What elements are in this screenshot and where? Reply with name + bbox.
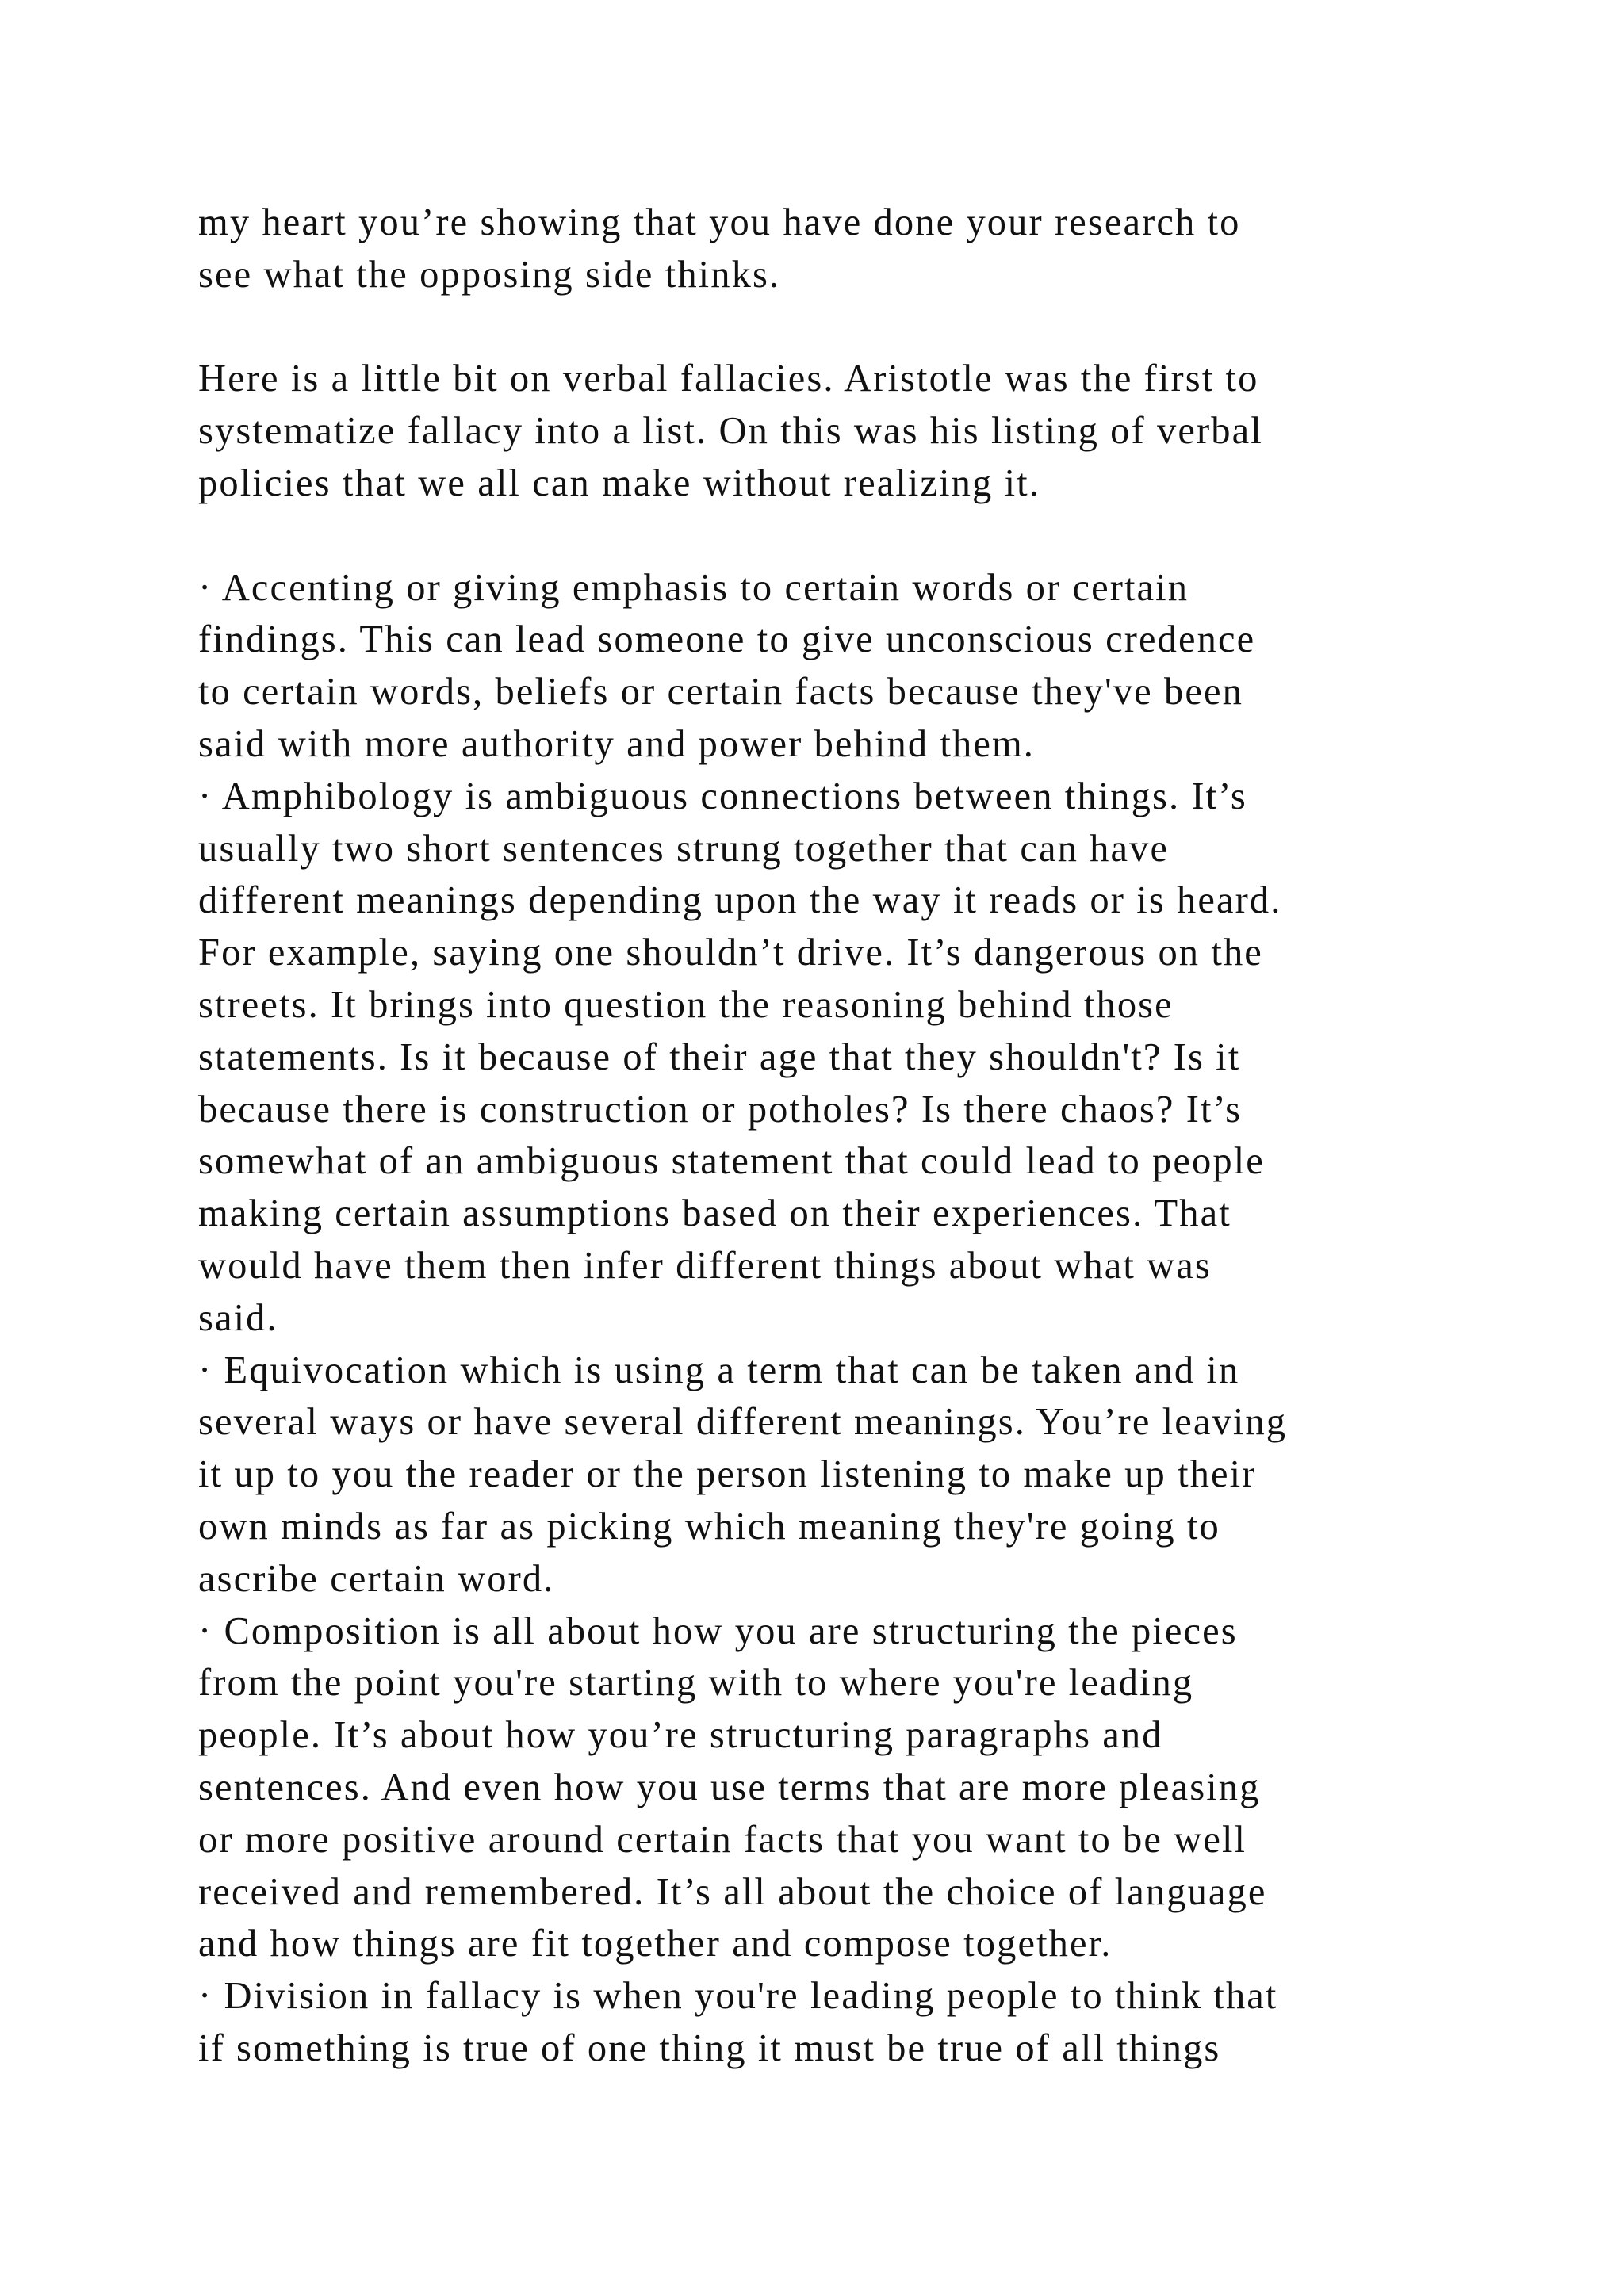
text-line: statements. Is it because of their age that they shouldn't? Is it <box>198 1035 1241 1078</box>
list-item-division: · Division in fallacy is when you're leading people to think that <box>198 1975 1278 2018</box>
paragraph-verbal-fallacies-intro <box>198 353 1435 509</box>
text-line: and how things are fit together and compose together. <box>198 1923 1113 1965</box>
fallacy-list <box>198 562 1435 2075</box>
list-item-equivocation: · Equivocation which is using a term that can be taken and in <box>198 1349 1240 1391</box>
text-line: Here is a little bit on verbal fallacies. Aristotle was the first to <box>198 358 1259 400</box>
text-line: said. <box>198 1296 278 1339</box>
text-line: it up to you the reader or the person listening to make up their <box>198 1453 1257 1496</box>
list-item-accenting: · Accenting or giving emphasis to certain words or certain <box>198 566 1189 609</box>
text-line: For example, saying one shouldn’t drive. It’s dangerous on the <box>198 932 1263 974</box>
text-line: my heart you’re showing that you have done your research to <box>198 201 1241 243</box>
text-line: sentences. And even how you use terms that are more pleasing <box>198 1766 1261 1808</box>
text-line: received and remembered. It’s all about the choice of language <box>198 1870 1267 1913</box>
text-line: ascribe certain word. <box>198 1557 555 1600</box>
paragraph-intro-continuation <box>198 197 1435 301</box>
text-line: said with more authority and power behind them. <box>198 722 1036 765</box>
text-line: findings. This can lead someone to give unconscious credence <box>198 618 1256 661</box>
text-line: to certain words, beliefs or certain facts because they've been <box>198 671 1243 714</box>
text-line: policies that we all can make without realizing it. <box>198 461 1040 504</box>
paragraph-spacer <box>198 510 1435 562</box>
text-line: several ways or have several different meanings. You’re leaving <box>198 1401 1288 1444</box>
text-line: somewhat of an ambiguous statement that could lead to people <box>198 1140 1265 1183</box>
list-item-amphibology: · Amphibology is ambiguous connections between things. It’s <box>198 775 1247 817</box>
text-line: or more positive around certain facts that you want to be well <box>198 1818 1247 1861</box>
text-line: systematize fallacy into a list. On this was his listing of verbal <box>198 410 1263 453</box>
text-line: usually two short sentences strung together that can have <box>198 827 1170 870</box>
paragraph-spacer <box>198 301 1435 354</box>
text-line: if something is true of one thing it must be true of all things <box>198 2026 1221 2069</box>
list-item-composition: · Composition is all about how you are structuring the pieces <box>198 1609 1238 1652</box>
text-line: own minds as far as picking which meaning they're going to <box>198 1505 1220 1548</box>
text-line: because there is construction or potholes? Is there chaos? It’s <box>198 1088 1243 1131</box>
text-line: would have them then infer different things about what was <box>198 1244 1212 1287</box>
text-line: different meanings depending upon the way it reads or is heard. <box>198 879 1282 922</box>
text-line: making certain assumptions based on their experiences. That <box>198 1192 1231 1235</box>
text-line: from the point you're starting with to where you're leading <box>198 1662 1194 1705</box>
document-body <box>198 197 1435 2075</box>
text-line: people. It’s about how you’re structuring paragraphs and <box>198 1714 1163 1757</box>
text-line: see what the opposing side thinks. <box>198 253 781 296</box>
text-line: streets. It brings into question the reasoning behind those <box>198 983 1174 1026</box>
